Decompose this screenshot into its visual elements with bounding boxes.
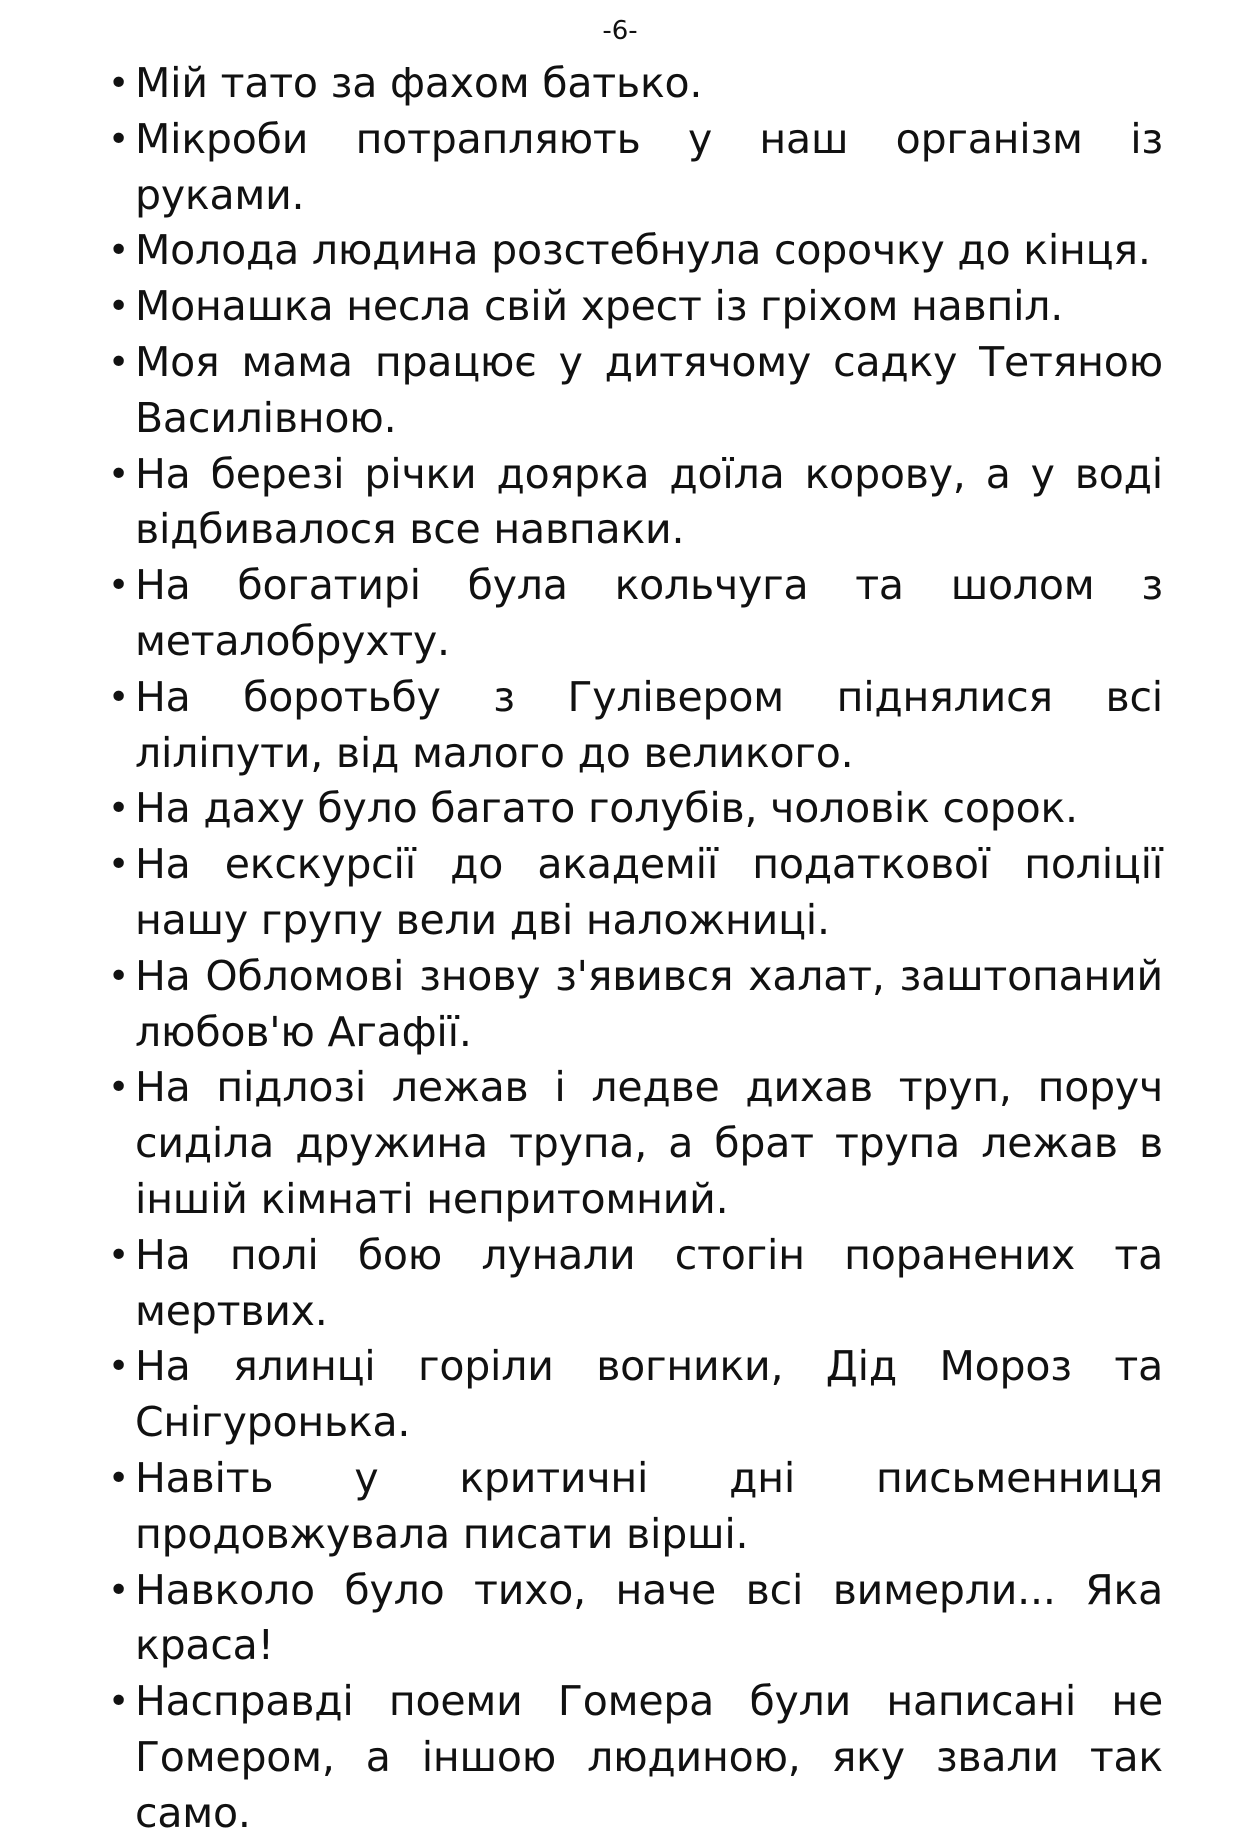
list-item-text: Монашка несла свій хрест із гріхом навпіл. <box>135 282 1064 331</box>
list-item <box>108 447 1163 559</box>
list-item-text: На даху було багато голубів, чоловік сорок. <box>135 784 1078 833</box>
bullet-icon: • <box>108 118 130 160</box>
list-item <box>108 335 1163 447</box>
bullet-icon: • <box>108 286 130 328</box>
list-item-text: Насправді поеми Гомера були написані не Гомером, а іншою людиною, яку звали так само. <box>135 1677 1163 1837</box>
list-item-text: Навіть у критичні дні письменниця продовжувала писати вірші. <box>135 1453 1163 1558</box>
list-item-text: На Обломові знову з'явився халат, заштопаний любов'ю Агафії. <box>135 951 1163 1056</box>
list-item <box>108 558 1163 670</box>
page-number: -6- <box>602 16 638 46</box>
joke-list <box>108 56 1163 1842</box>
bullet-icon: • <box>108 1346 130 1388</box>
bullet-icon: • <box>108 1067 130 1109</box>
list-item <box>108 1674 1163 1841</box>
bullet-icon: • <box>108 1569 130 1611</box>
bullet-icon: • <box>108 453 130 495</box>
list-item-text: Мій тато за фахом батько. <box>135 59 703 107</box>
bullet-icon: • <box>108 676 130 718</box>
list-item <box>108 279 1163 335</box>
list-item <box>108 949 1163 1061</box>
list-item-text: На богатирі була кольчуга та шолом з металобрухту. <box>135 561 1163 665</box>
bullet-icon: • <box>108 63 130 104</box>
list-item <box>108 837 1163 949</box>
bullet-icon: • <box>108 788 130 830</box>
list-item <box>108 781 1163 837</box>
list-item-text: Молода людина розстебнула сорочку до кінця. <box>135 226 1151 275</box>
list-item <box>108 1060 1163 1227</box>
bullet-icon: • <box>108 341 130 383</box>
bullet-icon: • <box>108 955 130 997</box>
bullet-icon: • <box>108 1234 130 1276</box>
list-item <box>108 1563 1163 1675</box>
list-item-text: На екскурсії до академії податкової поліції нашу групу вели дві наложниці. <box>135 840 1163 944</box>
list-item-text: На полі бою лунали стогін поранених та мертвих. <box>135 1230 1163 1335</box>
list-item <box>108 670 1163 782</box>
list-item <box>108 1228 1163 1340</box>
list-item <box>108 112 1163 224</box>
list-item-text: На підлозі лежав і ледве дихав труп, поруч сиділа дружина трупа, а брат трупа лежав в іншій кімнаті непритомний. <box>135 1063 1163 1223</box>
list-item-text: На березі річки доярка доїла корову, а у воді відбивалося все навпаки. <box>135 449 1163 554</box>
list-item <box>108 1451 1163 1563</box>
bullet-icon: • <box>108 565 130 607</box>
list-item <box>108 223 1163 279</box>
bullet-icon: • <box>108 844 130 886</box>
list-item-text: На ялинці горіли вогники, Дід Мороз та Снігуронька. <box>135 1342 1163 1447</box>
list-item-text: На боротьбу з Гулівером піднялися всі ліліпути, від малого до великого. <box>135 672 1163 777</box>
list-item <box>108 1339 1163 1451</box>
bullet-icon: • <box>108 230 130 272</box>
list-item-text: Моя мама працює у дитячому садку Тетяною Василівною. <box>135 337 1163 442</box>
list-item-text: Мікроби потрапляють у наш організм із руками. <box>135 114 1163 219</box>
list-item <box>108 56 1163 112</box>
bullet-icon: • <box>108 1681 130 1723</box>
bullet-icon: • <box>108 1457 130 1499</box>
list-item-text: Навколо було тихо, наче всі вимерли... Яка краса! <box>135 1565 1163 1670</box>
